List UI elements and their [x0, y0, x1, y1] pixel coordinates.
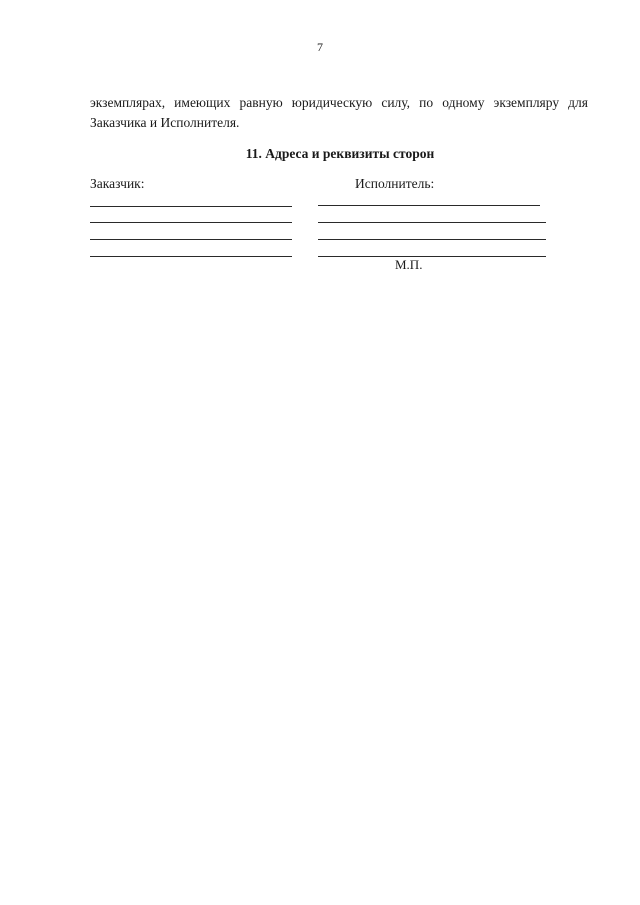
customer-detail-line — [90, 206, 292, 207]
customer-label: Заказчик: — [90, 176, 145, 191]
page-number: 7 — [317, 40, 323, 54]
contractor-detail-line — [318, 256, 546, 257]
body-line-2: Заказчика и Исполнителя. — [90, 115, 240, 130]
stamp-label: М.П. — [395, 257, 423, 272]
contractor-detail-line — [318, 239, 546, 240]
contractor-label: Исполнитель: — [355, 176, 435, 191]
customer-detail-line — [90, 222, 292, 223]
contractor-detail-line — [318, 222, 546, 223]
contractor-detail-line — [318, 205, 540, 206]
body-paragraph — [90, 93, 588, 133]
section-title: 11. Адреса и реквизиты сторон — [245, 146, 435, 161]
body-line-1: экземплярах, имеющих равную юридическую силу, по одному экземпляру для — [90, 95, 588, 110]
customer-detail-line — [90, 256, 292, 257]
customer-detail-line — [90, 239, 292, 240]
